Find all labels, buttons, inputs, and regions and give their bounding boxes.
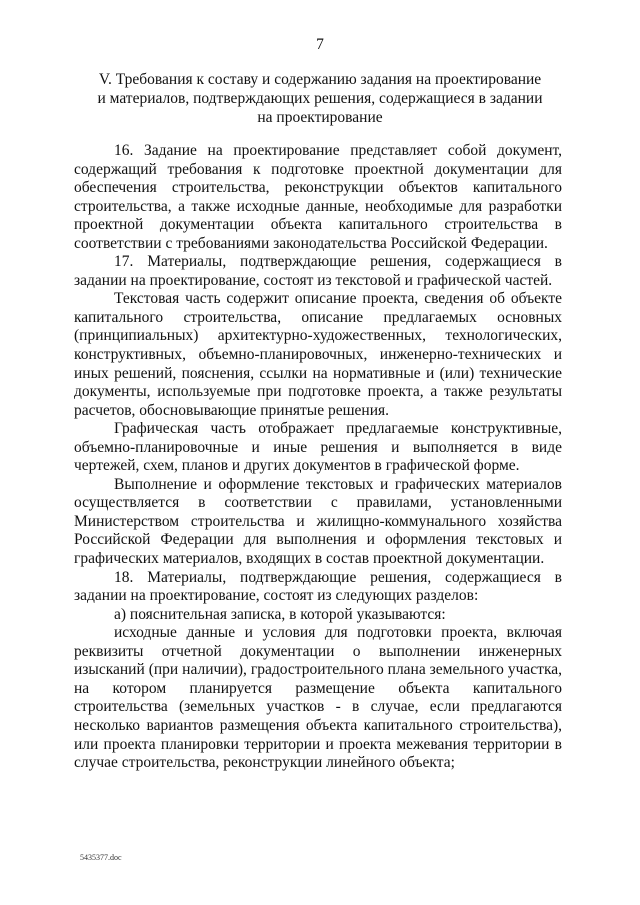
- section-heading: [60, 70, 580, 127]
- document-body: [74, 142, 562, 773]
- heading-line-1: V. Требования к составу и содержанию задания на проектирование: [98, 71, 542, 88]
- heading-line-2: и материалов, подтверждающих решения, содержащиеся в задании: [97, 90, 543, 107]
- paragraph-16: 16. Задание на проектирование представляет собой документ, содержащий требования к подготовке проектной документации для обеспечения строительства, реконструкции объектов капитального строительства, а также исходные данные, необходимые для разработки проектной документации объекта капитального строительства в соответствии с требованиями законодательства Российской Федерации.: [74, 142, 562, 252]
- paragraph-18-a: а) пояснительная записка, в которой указываются:: [114, 605, 446, 623]
- paragraph-graphic-part: Графическая часть отображает предлагаемые конструктивные, объемно-планировочные и иные решения и выполняется в виде чертежей, схем, планов и других документов в графической форме.: [74, 420, 562, 475]
- paragraph-execution: Выполнение и оформление текстовых и графических материалов осуществляется в соответствии с правилами, установленными Министерством строительства и жилищно-коммунального хозяйства Российской Федерации для выполнения и оформления текстовых и графических материалов, входящих в состав проектной документации.: [74, 475, 562, 568]
- paragraph-initial-data: исходные данные и условия для подготовки проекта, включая реквизиты отчетной документации о выполнении инженерных изысканий (при наличии), градостроительного плана земельного участка, на котором планируется размещение объекта капитального строительства (земельных участков - в случае, если предлагаются несколько вариантов размещения объекта капитального строительства), или проекта планировки территории и проекта межевания территории в случае строительства, реконструкции линейного объекта;: [74, 624, 562, 772]
- heading-line-3: на проектирование: [257, 109, 383, 126]
- footer-document-code: 5435377.doc: [80, 853, 122, 862]
- page-number: 7: [316, 36, 324, 53]
- paragraph-text-part: Текстовая часть содержит описание проекта, сведения об объекте капитального строительства, описание предлагаемых основных (принципиальных) архитектурно-художественных, технологических, конструктивных, объемно-планировочных, инженерно-технических и иных решений, пояснения, ссылки на нормативные и (или) технические документы, используемые при подготовке проекта, а также результаты расчетов, обосновывающие принятые решения.: [74, 290, 562, 419]
- paragraph-17: 17. Материалы, подтверждающие решения, содержащиеся в задании на проектирование, состоят из текстовой и графической частей.: [74, 253, 562, 289]
- paragraph-18: 18. Материалы, подтверждающие решения, содержащиеся в задании на проектирование, состоят из следующих разделов:: [74, 568, 562, 605]
